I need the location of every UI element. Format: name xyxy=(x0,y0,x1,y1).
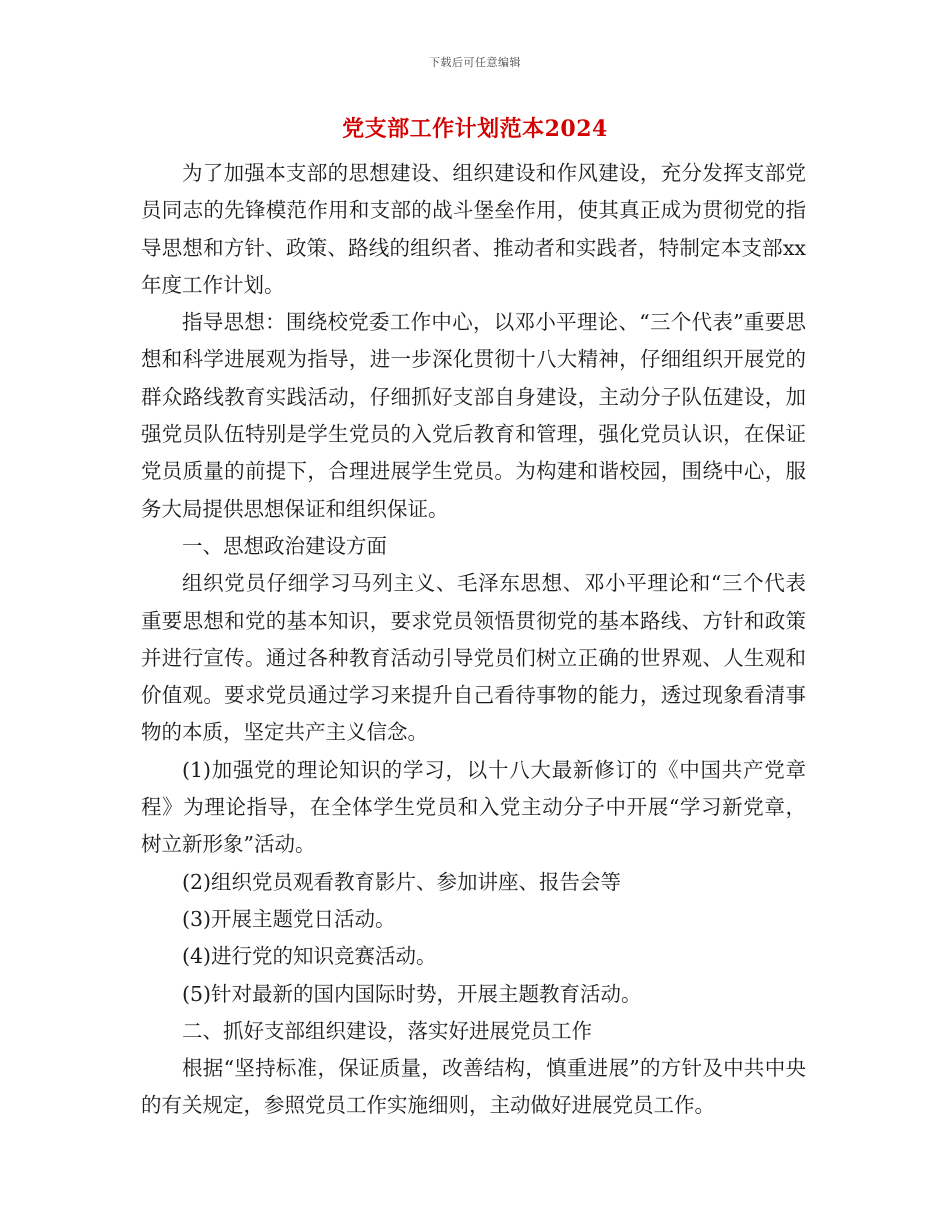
list-item-2: (2)组织党员观看教育影片、参加讲座、报告会等 xyxy=(182,869,622,894)
paragraph-intro: 为了加强本支部的思想建设、组织建设和作风建设，充分发挥支部党员同志的先锋模范作用和支部的战斗堡垒作用，使其真正成为贯彻党的指导思想和方针、政策、路线的组织者、推动者和实践者，特制定本支部xx年度工作计划。 xyxy=(141,161,806,297)
paragraph-section-1: 组织党员仔细学习马列主义、毛泽东思想、邓小平理论和“三个代表重要思想和党的基本知识，要求党员领悟贯彻党的基本路线、方针和政策并进行宣传。通过各种教育活动引导党员们树立正确的世界观、人生观和价值观。要求党员通过学习来提升自己看待事物的能力，透过现象看清事物的本质，坚定共产主义信念。 xyxy=(141,571,806,745)
list-item-5: (5)针对最新的国内国际时势，开展主题教育活动。 xyxy=(182,981,642,1006)
paragraph-guiding-thought: 指导思想：围绕校党委工作中心，以邓小平理论、“三个代表”重要思想和科学进展观为指导，进一步深化贯彻十八大精神，仔细组织开展党的群众路线教育实践活动，仔细抓好支部自身建设，主动分子队伍建设，加强党员队伍特别是学生党员的入党后教育和管理，强化党员认识，在保证党员质量的前提下，合理进展学生党员。为构建和谐校园，围绕中心，服务大局提供思想保证和组织保证。 xyxy=(141,310,806,521)
header-note: 下载后可任意编辑 xyxy=(429,56,521,69)
document-title: 党支部工作计划范本2024 xyxy=(342,116,608,142)
list-item-3: (3)开展主题党日活动。 xyxy=(182,906,396,931)
section-heading-2: 二、抓好支部组织建设，落实好进展党员工作 xyxy=(182,1018,592,1043)
paragraph-section-2: 根据“坚持标准，保证质量，改善结构，慎重进展”的方针及中共中央的有关规定，参照党员工作实施细则，主动做好进展党员工作。 xyxy=(141,1056,806,1118)
list-item-1: (1)加强党的理论知识的学习，以十八大最新修订的《中国共产党章程》为理论指导，在全体学生党员和入党主动分子中开展“学习新党章，树立新形象”活动。 xyxy=(141,757,806,857)
list-item-4: (4)进行党的知识竞赛活动。 xyxy=(182,944,437,969)
section-heading-1: 一、思想政治建设方面 xyxy=(182,533,387,558)
document-body xyxy=(141,155,806,1125)
